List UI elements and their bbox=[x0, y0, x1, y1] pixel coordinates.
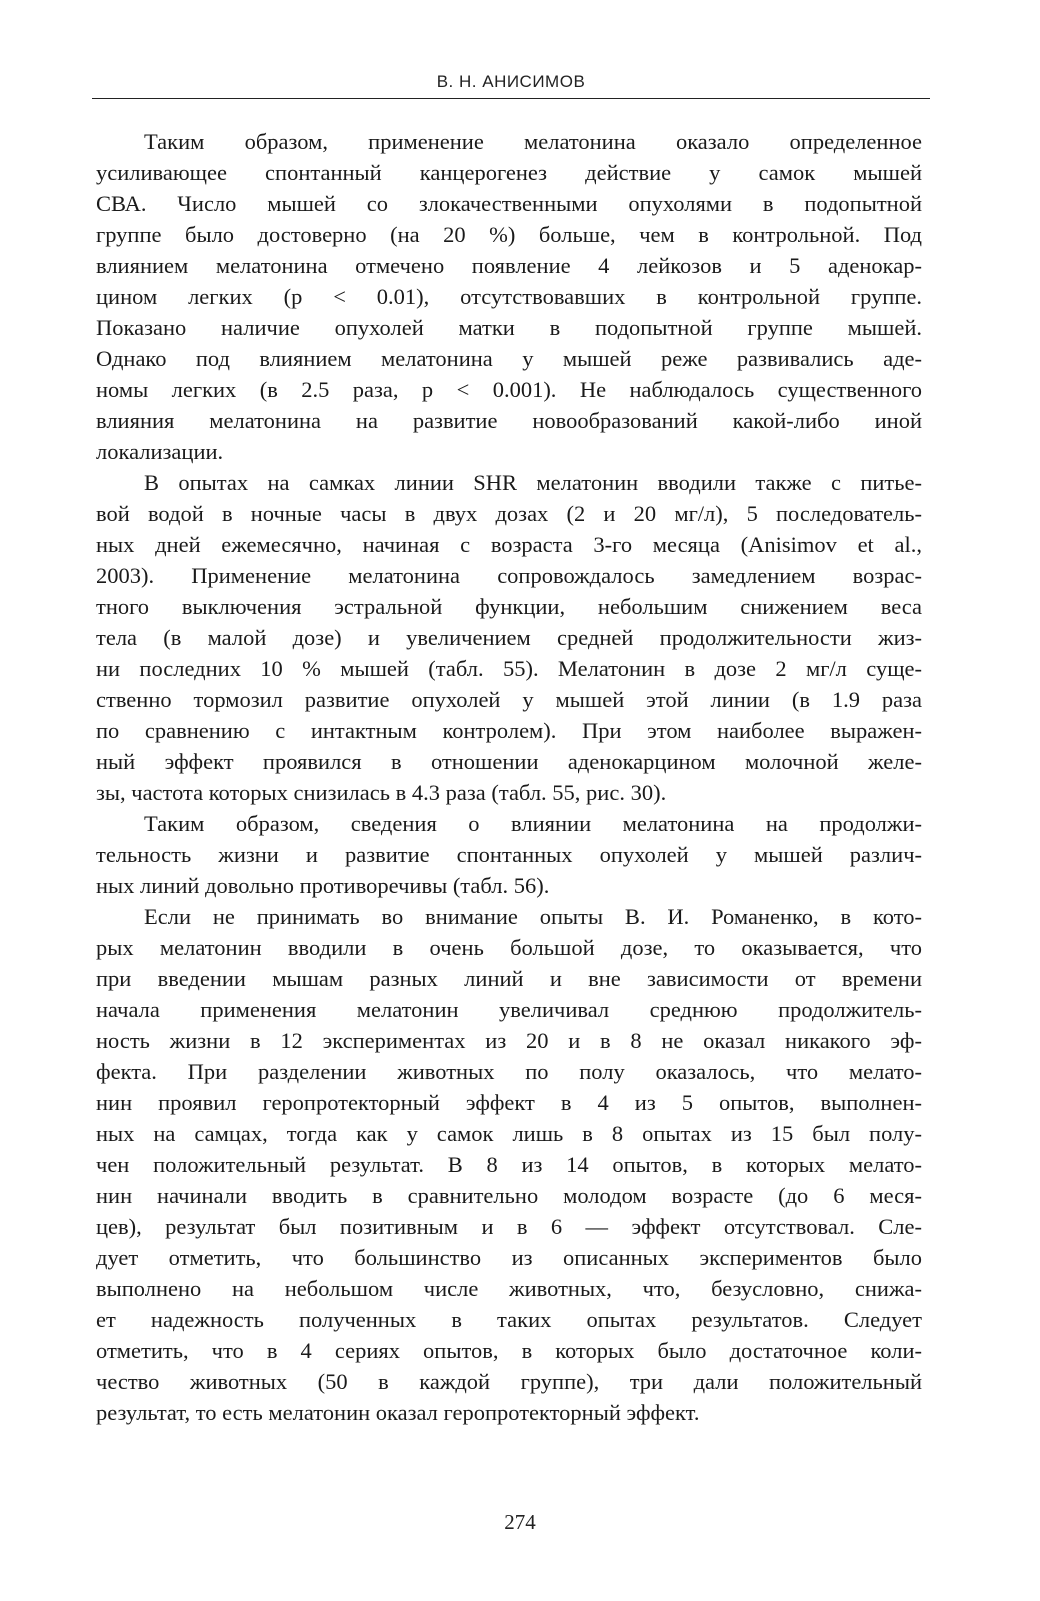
text-line: тного выключения эстральной функции, небольшим снижением веса bbox=[96, 594, 922, 619]
text-line: при введении мышам разных линий и вне зависимости от времени bbox=[96, 966, 922, 991]
text-line: рых мелатонин вводили в очень большой дозе, то оказывается, что bbox=[96, 935, 922, 960]
text-line: тела (в малой дозе) и увеличением средней продолжительности жиз- bbox=[96, 625, 922, 650]
text-line: локализации. bbox=[96, 439, 224, 464]
text-line: усиливающее спонтанный канцерогенез действие у самок мышей bbox=[96, 160, 922, 185]
text-line: дует отметить, что большинство из описанных экспериментов было bbox=[96, 1245, 922, 1270]
text-line: влиянием мелатонина отмечено появление 4 лейкозов и 5 аденокар- bbox=[96, 253, 922, 278]
text-line: нин проявил геропротекторный эффект в 4 из 5 опытов, выполнен- bbox=[96, 1090, 922, 1115]
paragraph-2 bbox=[96, 467, 922, 808]
text-line: ных линий довольно противоречивы (табл. 56). bbox=[96, 873, 550, 898]
text-line: ность жизни в 12 экспериментах из 20 и в 8 не оказал никакого эф- bbox=[96, 1028, 922, 1053]
text-line: Однако под влиянием мелатонина у мышей реже развивались аде- bbox=[96, 346, 922, 371]
paragraph-1 bbox=[96, 126, 922, 467]
text-line: влияния мелатонина на развитие новообразований какой-либо иной bbox=[96, 408, 922, 433]
text-line: номы легких (в 2.5 раза, p < 0.001). Не наблюдалось существенного bbox=[96, 377, 922, 402]
text-line: СВА. Число мышей со злокачественными опухолями в подопытной bbox=[96, 191, 922, 216]
body-text bbox=[96, 126, 922, 1428]
text-line: чен положительный результат. В 8 из 14 опытов, в которых мелато- bbox=[96, 1152, 922, 1177]
text-line: ных на самцах, тогда как у самок лишь в 8 опытах из 15 был полу- bbox=[96, 1121, 922, 1146]
text-line: 2003). Применение мелатонина сопровождалось замедлением возрас- bbox=[96, 563, 922, 588]
text-line: Показано наличие опухолей матки в подопытной группе мышей. bbox=[96, 315, 922, 340]
paragraph-3 bbox=[96, 808, 922, 901]
text-line: тельность жизни и развитие спонтанных опухолей у мышей различ- bbox=[96, 842, 922, 867]
text-line: ственно тормозил развитие опухолей у мышей этой линии (в 1.9 раза bbox=[96, 687, 922, 712]
text-line: группе было достоверно (на 20 %) больше, чем в контрольной. Под bbox=[96, 222, 922, 247]
text-line: ный эффект проявился в отношении аденокарцином молочной желе- bbox=[96, 749, 922, 774]
text-line: по сравнению с интактным контролем). При этом наиболее выражен- bbox=[96, 718, 922, 743]
text-line: Таким образом, сведения о влиянии мелатонина на продолжи- bbox=[144, 811, 922, 836]
text-line: ни последних 10 % мышей (табл. 55). Мелатонин в дозе 2 мг/л суще- bbox=[96, 656, 922, 681]
text-line: выполнено на небольшом числе животных, что, безусловно, снижа- bbox=[96, 1276, 922, 1301]
text-line: чество животных (50 в каждой группе), три дали положительный bbox=[96, 1369, 922, 1394]
paragraph-4 bbox=[96, 901, 922, 1428]
text-line: Таким образом, применение мелатонина оказало определенное bbox=[144, 129, 922, 154]
page-number: 274 bbox=[504, 1510, 536, 1534]
text-line: Если не принимать во внимание опыты В. И. Романенко, в кото- bbox=[144, 904, 922, 929]
text-line: вой водой в ночные часы в двух дозах (2 и 20 мг/л), 5 последователь- bbox=[96, 501, 922, 526]
text-line: начала применения мелатонин увеличивал среднюю продолжитель- bbox=[96, 997, 922, 1022]
text-line: цев), результат был позитивным и в 6 — эффект отсутствовал. Сле- bbox=[96, 1214, 922, 1239]
text-line: фекта. При разделении животных по полу оказалось, что мелато- bbox=[96, 1059, 922, 1084]
text-line: отметить, что в 4 сериях опытов, в которых было достаточное коли- bbox=[96, 1338, 922, 1363]
text-line: ных дней ежемесячно, начиная с возраста 3-го месяца (Anisimov et al., bbox=[96, 532, 922, 557]
text-line: ет надежность полученных в таких опытах результатов. Следует bbox=[96, 1307, 922, 1332]
text-line: зы, частота которых снизилась в 4.3 раза (табл. 55, рис. 30). bbox=[96, 780, 667, 805]
text-line: цином легких (p < 0.01), отсутствовавших в контрольной группе. bbox=[96, 284, 922, 309]
running-head: В. Н. АНИСИМОВ bbox=[92, 66, 930, 99]
text-line: нин начинали вводить в сравнительно молодом возрасте (до 6 меся- bbox=[96, 1183, 922, 1208]
text-line: В опытах на самках линии SHR мелатонин вводили также с питье- bbox=[144, 470, 922, 495]
text-line: результат, то есть мелатонин оказал геропротекторный эффект. bbox=[96, 1400, 700, 1425]
